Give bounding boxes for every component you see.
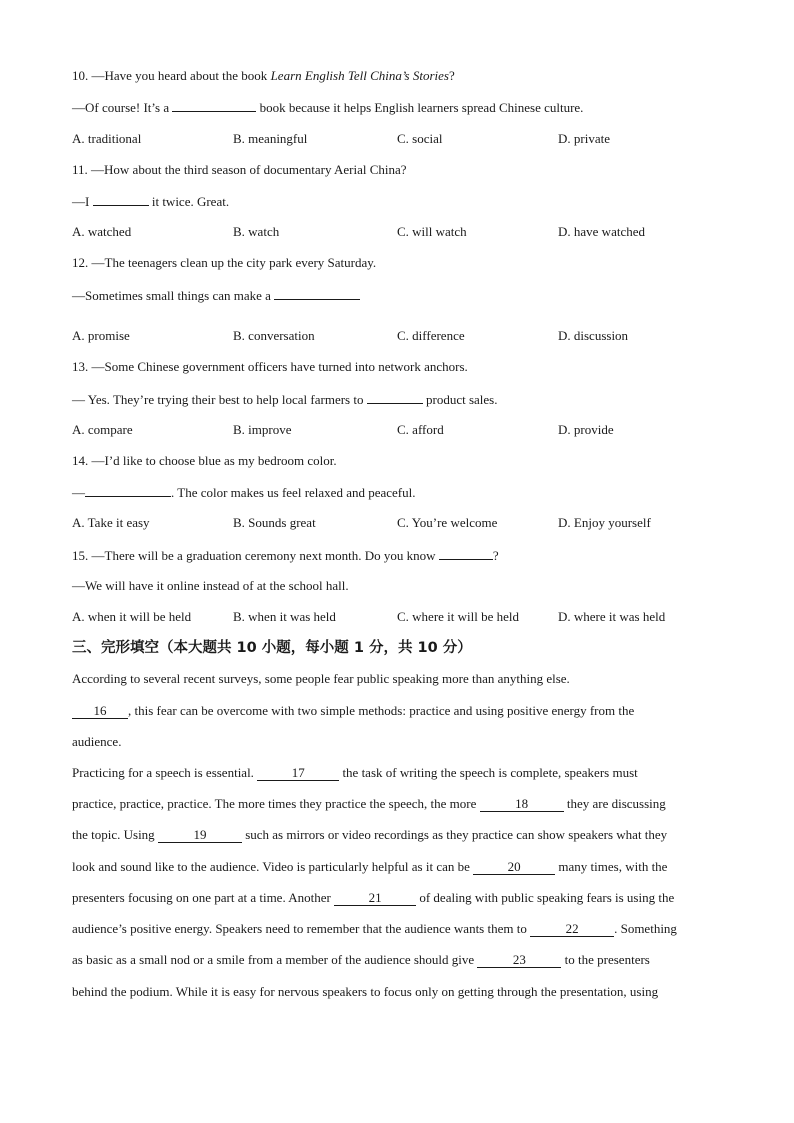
q14-option-d[interactable]: D. Enjoy yourself: [558, 515, 651, 530]
q11-option-b[interactable]: B. watch: [233, 224, 280, 239]
q13-option-b[interactable]: B. improve: [233, 422, 292, 437]
question-number: 14.: [72, 453, 89, 468]
q15-option-d[interactable]: D. where it was held: [558, 609, 666, 624]
q13-prompt: 13. —Some Chinese government officers have turned into network anchors.: [72, 359, 468, 374]
blank-22[interactable]: 22: [530, 922, 614, 937]
answer-blank[interactable]: [172, 99, 256, 112]
q12-reply: —Sometimes small things can make a: [72, 287, 360, 304]
passage-line: presenters focusing on one part at a time. Another 21 of dealing with public speaking fears is using the: [72, 890, 675, 905]
passage-line: According to several recent surveys, some people fear public speaking more than anything else.: [72, 671, 570, 686]
q15-option-c[interactable]: C. where it will be held: [397, 609, 520, 624]
blank-17[interactable]: 17: [257, 766, 339, 781]
q11-prompt: 11. —How about the third season of documentary Aerial China?: [72, 162, 407, 177]
q15-option-b[interactable]: B. when it was held: [233, 609, 336, 624]
q12-option-b[interactable]: B. conversation: [233, 328, 315, 343]
blank-21[interactable]: 21: [334, 891, 416, 906]
q11-option-d[interactable]: D. have watched: [558, 224, 645, 239]
q13-option-a[interactable]: A. compare: [72, 422, 133, 437]
passage-line: look and sound like to the audience. Video is particularly helpful as it can be 20 many times, with the: [72, 859, 668, 874]
q10-reply: —Of course! It’s a book because it helps English learners spread Chinese culture.: [72, 100, 584, 115]
answer-blank[interactable]: [85, 484, 171, 497]
blank-19[interactable]: 19: [158, 828, 242, 843]
q13-reply: — Yes. They’re trying their best to help local farmers to product sales.: [72, 392, 498, 407]
q12-option-a[interactable]: A. promise: [72, 328, 130, 343]
q15-reply: —We will have it online instead of at the school hall.: [72, 578, 349, 593]
blank-20[interactable]: 20: [473, 860, 555, 875]
q10-option-c[interactable]: C. social: [397, 131, 443, 146]
q15-option-a[interactable]: A. when it will be held: [72, 609, 192, 624]
q14-reply: — . The color makes us feel relaxed and peaceful.: [72, 485, 416, 500]
q11-option-a[interactable]: A. watched: [72, 224, 132, 239]
passage-line: behind the podium. While it is easy for nervous speakers to focus only on getting through the presentation, using: [72, 984, 659, 999]
book-title: Learn English Tell China’s Stories: [270, 68, 449, 83]
answer-blank[interactable]: [274, 287, 360, 300]
question-number: 11.: [72, 162, 88, 177]
blank-18[interactable]: 18: [480, 797, 564, 812]
q12-option-c[interactable]: C. difference: [397, 328, 465, 343]
passage-line: as basic as a small nod or a smile from a member of the audience should give 23 to the presenters: [72, 952, 650, 967]
q14-option-b[interactable]: B. Sounds great: [233, 515, 316, 530]
answer-blank[interactable]: [93, 193, 149, 206]
passage-line: 16 , this fear can be overcome with two simple methods: practice and using positive energy from the: [72, 703, 634, 719]
q10-prompt: 10. —Have you heard about the book Learn English Tell China’s Stories?: [72, 68, 455, 83]
q12-prompt: 12. —The teenagers clean up the city park every Saturday.: [72, 255, 377, 270]
passage-line: audience.: [72, 734, 122, 749]
section-heading: 三、完形填空（本大题共 10 小题，每小题 1 分，共 10 分）: [72, 640, 472, 656]
q13-option-d[interactable]: D. provide: [558, 422, 614, 437]
blank-16[interactable]: 16: [72, 704, 128, 719]
passage-line: the topic. Using 19 such as mirrors or video recordings as they practice can show speakers what they: [72, 827, 668, 842]
passage-line: practice, practice, practice. The more times they practice the speech, the more 18 they are discussing: [72, 796, 666, 811]
q11-option-c[interactable]: C. will watch: [397, 224, 467, 239]
blank-23[interactable]: 23: [477, 953, 561, 968]
q14-option-c[interactable]: C. You’re welcome: [397, 515, 498, 530]
q10-option-a[interactable]: A. traditional: [72, 131, 142, 146]
question-number: 13.: [72, 359, 89, 374]
q11-reply: —I it twice. Great.: [72, 194, 230, 209]
q13-option-c[interactable]: C. afford: [397, 422, 444, 437]
q14-option-a[interactable]: A. Take it easy: [72, 515, 150, 530]
passage-line: Practicing for a speech is essential. 17 the task of writing the speech is complete, speakers must: [72, 765, 638, 780]
passage-line: audience’s positive energy. Speakers need to remember that the audience wants them to 22 . Something: [72, 921, 677, 936]
q12-option-d[interactable]: D. discussion: [558, 328, 629, 343]
q10-option-b[interactable]: B. meaningful: [233, 131, 308, 146]
answer-blank[interactable]: [367, 391, 423, 404]
question-number: 15.: [72, 548, 89, 563]
question-number: 12.: [72, 255, 89, 270]
q14-prompt: 14. —I’d like to choose blue as my bedroom color.: [72, 453, 337, 468]
q15-prompt: 15. —There will be a graduation ceremony next month. Do you know ?: [72, 548, 499, 563]
answer-blank[interactable]: [439, 547, 493, 560]
q10-option-d[interactable]: D. private: [558, 131, 610, 146]
question-number: 10.: [72, 68, 89, 83]
